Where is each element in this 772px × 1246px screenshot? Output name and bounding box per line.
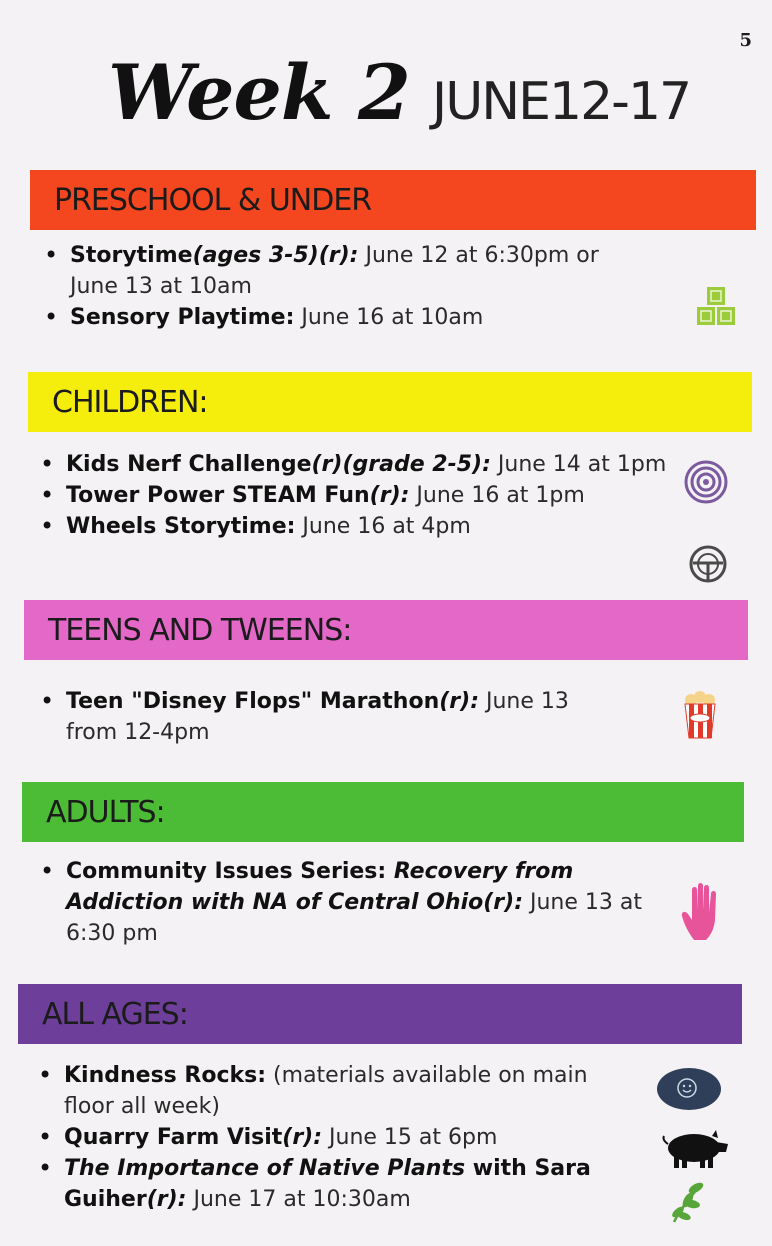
item-name: Community Issues Series:: [66, 859, 387, 884]
item-details: June 15 at 6pm: [322, 1125, 498, 1150]
section-heading-adults: [22, 782, 744, 842]
item-italic-title: The Importance of Native Plants: [64, 1156, 466, 1181]
list-item: [32, 449, 672, 480]
all-ages-list: [30, 1060, 610, 1215]
steering-wheel-icon: [688, 544, 728, 584]
hand-icon: [680, 880, 722, 942]
section-heading-text: ADULTS:: [46, 794, 165, 830]
item-tags: (r)(grade 2-5):: [311, 452, 491, 477]
list-item: [32, 856, 652, 949]
section-heading-teens: [24, 600, 748, 660]
item-details: June 13 from 12-4pm: [66, 689, 569, 745]
list-item: [30, 1122, 610, 1153]
children-list: [32, 449, 672, 542]
list-item: [36, 302, 646, 333]
list-item: [30, 1060, 610, 1122]
section-heading-text: ALL AGES:: [42, 996, 188, 1032]
item-name: Quarry Farm Visit: [64, 1125, 283, 1150]
item-tags: (r):: [483, 890, 523, 915]
item-italic-title: Recovery from Addiction with NA of Central Ohio: [66, 859, 574, 915]
section-heading-text: PRESCHOOL & UNDER: [54, 182, 372, 218]
plant-sprout-icon: [666, 1176, 710, 1224]
item-tags: (r):: [369, 483, 410, 508]
target-icon: [684, 460, 728, 504]
section-heading-all-ages: [18, 984, 742, 1044]
item-tags: (r):: [439, 689, 479, 714]
item-name: Kindness Rocks:: [64, 1063, 267, 1088]
section-heading-preschool: [30, 170, 756, 230]
list-item: [32, 686, 592, 748]
section-heading-text: TEENS AND TWEENS:: [48, 612, 352, 648]
item-tags: (ages 3-5)(r):: [192, 243, 359, 268]
item-details: June 16 at 1pm: [409, 483, 585, 508]
item-details: June 14 at 1pm: [490, 452, 667, 477]
item-name: Tower Power STEAM Fun: [66, 483, 370, 508]
item-name: Wheels Storytime:: [66, 514, 296, 539]
list-item: [32, 511, 672, 542]
title-week: Week 2: [108, 48, 410, 137]
item-details: June 13 at 6:30 pm: [66, 890, 642, 946]
list-item: [32, 480, 672, 511]
item-name: Storytime: [70, 243, 193, 268]
list-item: [36, 240, 646, 302]
item-name: with Sara Guiher: [64, 1156, 591, 1212]
item-tags: (r):: [146, 1187, 187, 1212]
page-title: [108, 48, 712, 137]
page-number: 5: [739, 30, 752, 51]
item-details: June 17 at 10:30am: [186, 1187, 411, 1212]
smiley-rock-icon: [656, 1066, 722, 1112]
item-details: (materials available on main floor all week): [64, 1063, 588, 1119]
item-details: June 12 at 6:30pm or June 13 at 10am: [70, 243, 599, 299]
pig-icon: [660, 1130, 730, 1170]
alphabet-blocks-icon: [696, 285, 736, 329]
item-name: Sensory Playtime:: [70, 305, 295, 330]
item-tags: (r):: [282, 1125, 323, 1150]
teens-list: [32, 686, 592, 748]
item-details: June 16 at 4pm: [295, 514, 471, 539]
adults-list: [32, 856, 652, 949]
list-item: [30, 1153, 610, 1215]
popcorn-icon: [682, 690, 718, 740]
item-details: June 16 at 10am: [294, 305, 484, 330]
item-name: Teen "Disney Flops" Marathon: [66, 689, 440, 714]
title-dates: JUNE12-17: [431, 72, 691, 132]
preschool-list: [36, 240, 646, 333]
item-name: Kids Nerf Challenge: [66, 452, 312, 477]
section-heading-children: [28, 372, 752, 432]
section-heading-text: CHILDREN:: [52, 384, 208, 420]
